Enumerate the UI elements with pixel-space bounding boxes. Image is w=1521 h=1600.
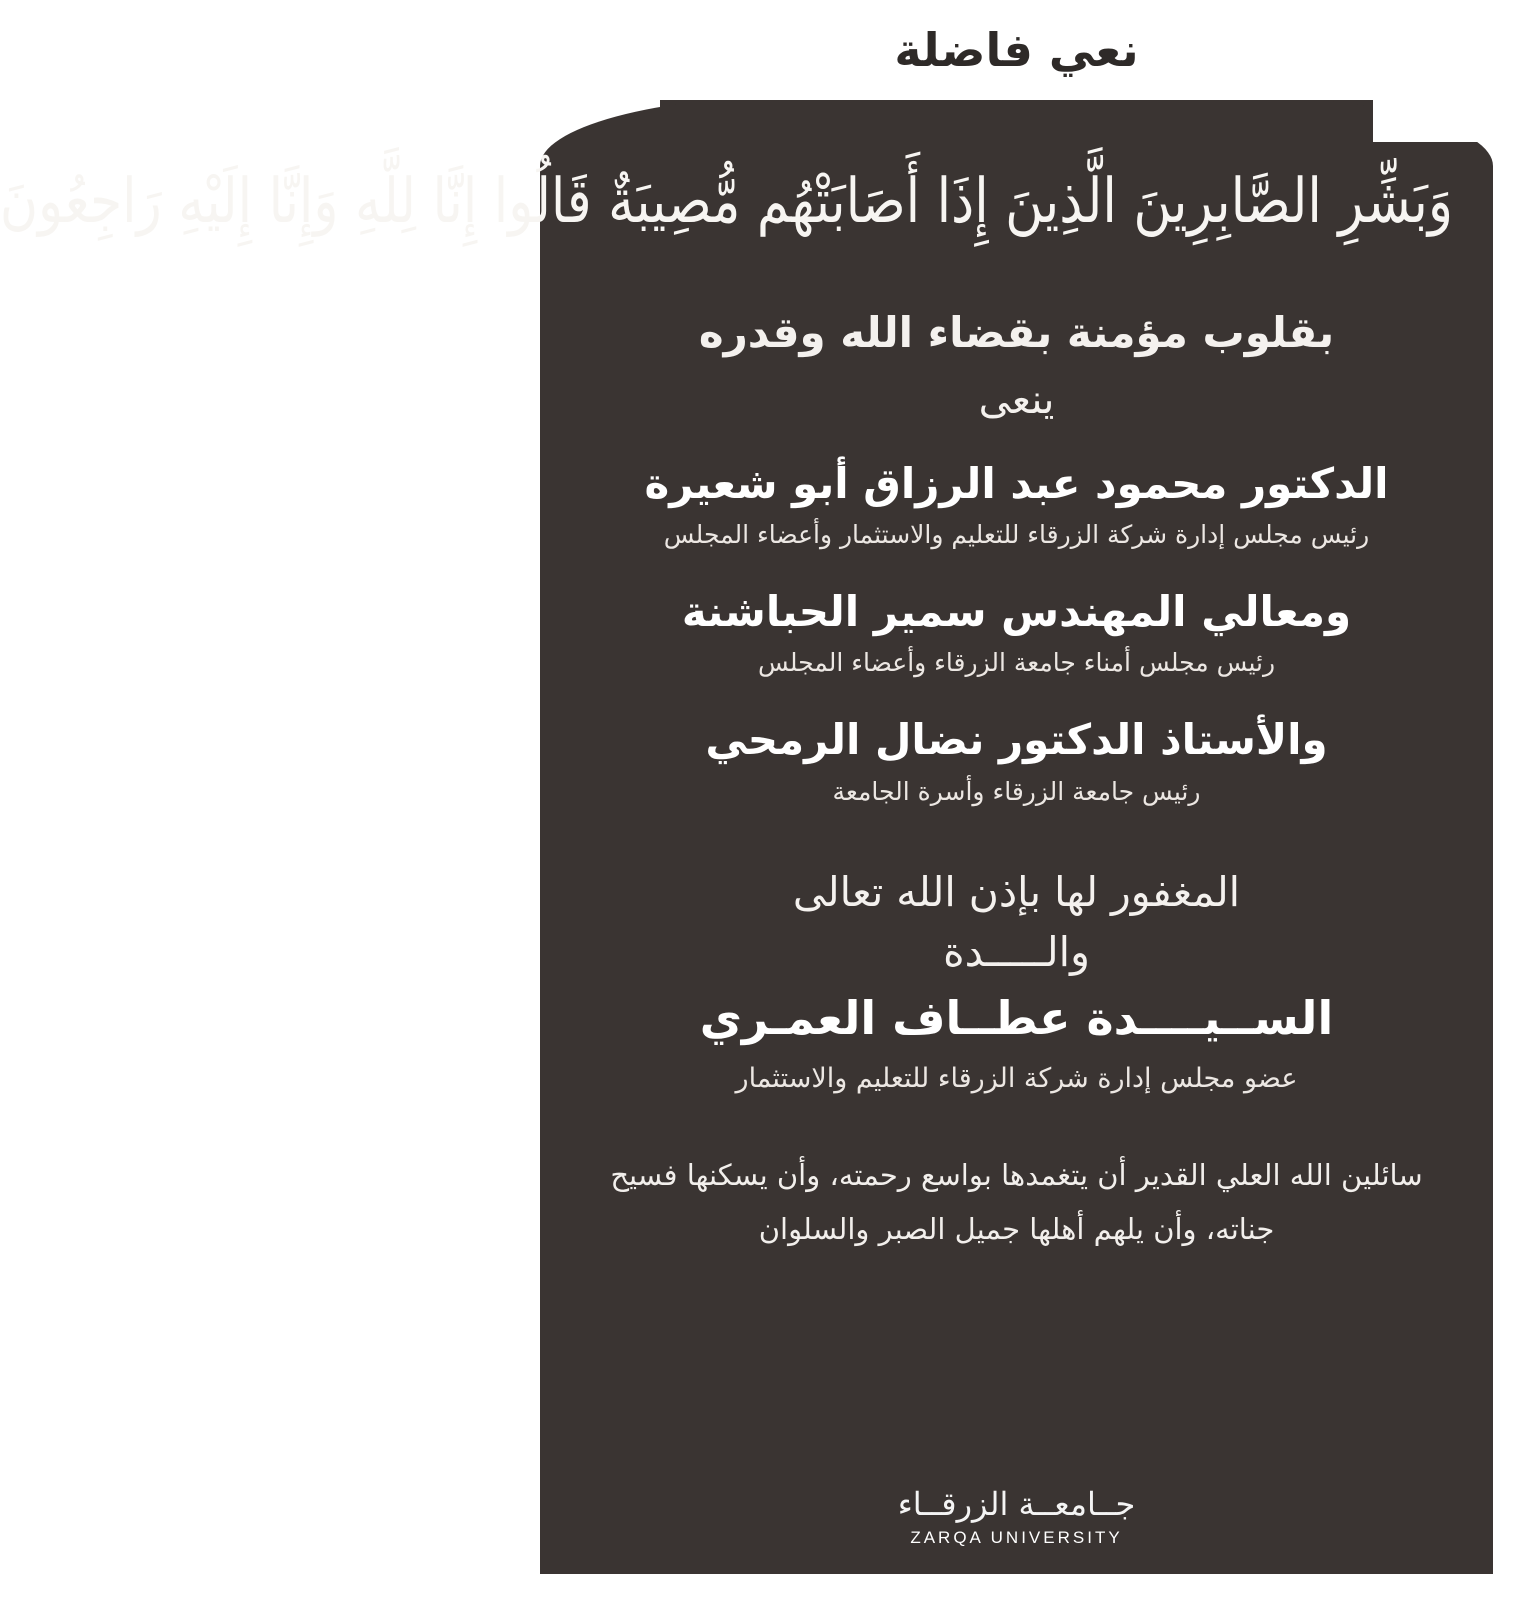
mourner-entry — [580, 458, 1453, 552]
deceased-role: عضو مجلس إدارة شركة الزرقاء للتعليم والاستثمار — [735, 1063, 1298, 1095]
zarqa-university-logo-text: ZARQA UNIVERSITY — [910, 1528, 1123, 1547]
mourner-title: رئيس مجلس أمناء جامعة الزرقاء وأعضاء المجلس — [757, 648, 1276, 678]
quran-verse: وَبَشِّرِ الصَّابِرِينَ الَّذِينَ إِذَا أَصَابَتْهُم مُّصِيبَةٌ قَالُوا إِنَّا لِلَّهِ وَإِنَّا إِلَيْهِ رَاجِعُونَ — [0, 166, 1453, 238]
deceased-relation: والـــــدة — [943, 927, 1090, 976]
prayer-text: سائلين الله العلي القدير أن يتغمدها بواسع رحمته، وأن يسكنها فسيح جناته، وأن يلهم أهلها جميل الصبر والسلوان — [610, 1158, 1423, 1247]
deceased-lead: المغفور لها بإذن الله تعالى — [792, 868, 1241, 917]
deceased-name: الســيــــدة عطــاف العمـري — [699, 990, 1334, 1045]
footer-logo — [540, 1484, 1493, 1548]
poster-content — [0, 96, 1493, 1574]
mourner-name: والأستاذ الدكتور نضال الرمحي — [705, 715, 1328, 764]
mourner-entry — [580, 586, 1453, 680]
zarqa-university-logo-icon: جــامعــة الزرقــاء — [897, 1484, 1136, 1523]
mourner-entry — [580, 714, 1453, 808]
intro-line-1: بقلوب مؤمنة بقضاء الله وقدره — [698, 308, 1335, 357]
poster-header — [512, 0, 1521, 100]
mourner-title: رئيس مجلس إدارة شركة الزرقاء للتعليم والاستثمار وأعضاء المجلس — [663, 520, 1370, 549]
mourner-title: رئيس جامعة الزرقاء وأسرة الجامعة — [832, 776, 1201, 806]
mourner-name: ومعالي المهندس سمير الحباشنة — [681, 586, 1352, 636]
spacer — [580, 808, 1453, 866]
intro-line-2: ينعى — [978, 376, 1055, 423]
page-title: نعي فاضلة — [894, 23, 1139, 77]
mourner-name: الدكتور محمود عبد الرزاق أبو شعيرة — [644, 458, 1389, 508]
